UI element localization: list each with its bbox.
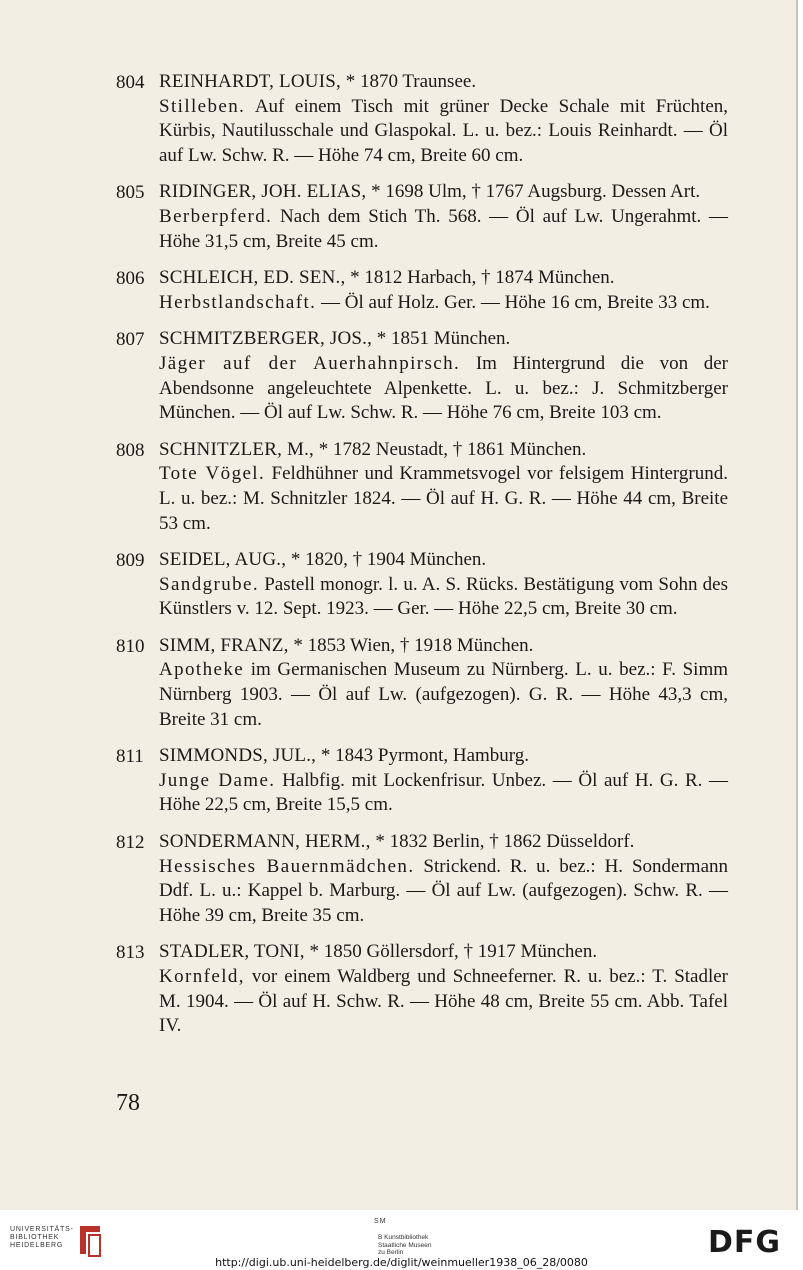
entry-body — [159, 327, 728, 425]
entry-body — [159, 180, 728, 254]
entry-title: Jäger auf der Auerhahnpirsch. — [159, 352, 461, 374]
university-seal-icon — [76, 1224, 104, 1258]
entry-number: 808 — [116, 439, 145, 461]
entry-artist: STADLER, TONI, — [159, 941, 305, 963]
entry-life-dates: * 1782 Neustadt, † 1861 München. — [318, 438, 587, 460]
entry-number: 809 — [116, 550, 145, 572]
entry-header — [159, 634, 728, 659]
catalog-entry — [116, 830, 728, 928]
entry-life-dates: * 1698 Ulm, † 1767 Augsburg. Dessen Art. — [371, 181, 701, 203]
entry-title: Berberpferd. — [159, 205, 273, 227]
entry-life-dates: * 1853 Wien, † 1918 München. — [293, 634, 534, 656]
entry-body — [159, 830, 728, 928]
entry-description: Feldhühner und Krammetsvogel vor felsigem Hintergrund. L. u. bez.: M. Schnitzler 1824. — Öl auf H. G. R. — Höhe 44 cm, Breite 53 cm. — [159, 463, 728, 534]
catalog-entry — [116, 548, 728, 622]
entry-life-dates: * 1851 München. — [376, 328, 511, 350]
entry-description: — Öl auf Holz. Ger. — Höhe 16 cm, Breite 33 cm. — [321, 291, 710, 313]
entry-body — [159, 548, 728, 622]
entry-life-dates: * 1820, † 1904 München. — [290, 549, 487, 571]
entry-life-dates: * 1850 Göllersdorf, † 1917 München. — [309, 941, 598, 963]
entry-number: 806 — [116, 268, 145, 290]
entry-title: Stilleben. — [159, 95, 246, 117]
entry-body — [159, 266, 728, 315]
university-logo-text: UNIVERSITÄTS- BIBLIOTHEK HEIDELBERG — [10, 1226, 74, 1249]
entry-title: Tote Vögel. — [159, 463, 266, 485]
entry-header — [159, 70, 728, 95]
entry-body — [159, 70, 728, 168]
entry-header — [159, 180, 728, 205]
entry-title: Sandgrube. — [159, 573, 260, 595]
entry-artist: SCHMITZBERGER, JOS., — [159, 328, 373, 350]
entry-title: Junge Dame. — [159, 769, 276, 791]
page-number: 78 — [116, 1090, 140, 1116]
entry-description: Nach dem Stich Th. 568. — Öl auf Lw. Ungerahmt. — Höhe 31,5 cm, Breite 45 cm. — [159, 205, 728, 252]
entry-header — [159, 548, 728, 573]
entry-description: im Germanischen Museum zu Nürnberg. L. u. bez.: F. Simm Nürnberg 1903. — Öl auf Lw. (aufgezogen). G. R. — Höhe 43,3 cm, Breite 31 cm. — [159, 659, 729, 730]
entry-life-dates: * 1832 Berlin, † 1862 Düsseldorf. — [375, 831, 635, 853]
museum-logo-text: B Kunstbibliothek Staatliche Museen zu Berlin — [378, 1234, 432, 1256]
entry-header — [159, 940, 728, 965]
entry-number: 810 — [116, 635, 145, 657]
entry-description: vor einem Waldberg und Schneeferner. R. u. bez.: T. Stadler M. 1904. — Öl auf H. Schw. R. — Höhe 48 cm, Breite 55 cm. Abb. Tafel IV. — [159, 966, 729, 1037]
catalog-entry — [116, 940, 728, 1038]
entry-number: 804 — [116, 72, 145, 93]
entry-header — [159, 438, 728, 463]
entry-number: 811 — [116, 746, 144, 768]
entry-number: 805 — [116, 182, 145, 204]
entry-title: Kornfeld, — [159, 966, 245, 987]
entry-life-dates: * 1870 Traunsee. — [345, 71, 477, 92]
catalog-entries — [116, 70, 728, 1051]
entry-description: Im Hintergrund die von der Abendsonne angeleuchtete Alpenkette. L. u. bez.: J. Schmitzberger München. — Öl auf Lw. Schw. R. — Höhe 76 cm, Breite 103 cm. — [159, 352, 728, 424]
page-url[interactable]: http://digi.ub.uni-heidelberg.de/diglit/weinmueller1938_06_28/0080 — [215, 1256, 588, 1269]
entry-life-dates: * 1843 Pyrmont, Hamburg. — [320, 745, 530, 767]
entry-body — [159, 744, 728, 818]
entry-artist: SIMM, FRANZ, — [159, 634, 289, 656]
catalog-entry — [116, 634, 728, 732]
entry-artist: SONDERMANN, HERM., — [159, 831, 371, 853]
catalog-entry — [116, 70, 728, 168]
entry-description: Auf einem Tisch mit grüner Decke Schale mit Früchten, Kürbis, Nautilusschale und Glaspokal. L. u. bez.: Louis Reinhardt. — Öl auf Lw. Schw. R. — Höhe 74 cm, Breite 60 cm. — [159, 95, 729, 166]
entry-artist: SCHNITZLER, M., — [159, 438, 314, 460]
entry-description: Pastell monogr. l. u. A. S. Rücks. Bestätigung vom Sohn des Künstlers v. 12. Sept. 1923. — Ger. — Höhe 22,5 cm, Breite 30 cm. — [159, 573, 729, 620]
university-library-logo[interactable] — [10, 1224, 120, 1260]
entry-body — [159, 634, 728, 732]
entry-number: 807 — [116, 329, 145, 351]
entry-artist: RIDINGER, JOH. ELIAS, — [159, 181, 367, 203]
viewer-footer — [0, 1210, 803, 1270]
entry-header — [159, 266, 728, 291]
entry-title: Herbstlandschaft. — [159, 291, 317, 313]
entry-header — [159, 327, 728, 352]
entry-artist: SIMMONDS, JUL., — [159, 745, 317, 767]
entry-number: 812 — [116, 832, 145, 854]
entry-artist: SCHLEICH, ED. SEN., — [159, 267, 346, 289]
entry-artist: SEIDEL, AUG., — [159, 549, 287, 571]
entry-body — [159, 438, 728, 536]
museum-logo-mark: SM — [374, 1218, 387, 1225]
entry-body — [159, 940, 728, 1038]
entry-description: Halbfig. mit Lockenfrisur. Unbez. — Öl auf H. G. R. — Höhe 22,5 cm, Breite 15,5 cm. — [159, 769, 729, 816]
catalog-entry — [116, 744, 728, 818]
catalog-entry — [116, 180, 728, 254]
entry-number: 813 — [116, 942, 145, 964]
dfg-logo[interactable]: DFG — [708, 1225, 782, 1260]
entry-life-dates: * 1812 Harbach, † 1874 München. — [350, 267, 615, 289]
entry-title: Hessisches Bauernmädchen. — [159, 855, 415, 877]
catalog-entry — [116, 266, 728, 315]
catalog-entry — [116, 438, 728, 536]
entry-description: Strickend. R. u. bez.: H. Sondermann Ddf. L. u.: Kappel b. Marburg. — Öl auf Lw. (aufgezogen). Schw. R. — Höhe 39 cm, Breite 35 cm. — [159, 855, 728, 926]
entry-header — [159, 744, 728, 769]
entry-header — [159, 830, 728, 855]
catalog-entry — [116, 327, 728, 425]
entry-artist: REINHARDT, LOUIS, — [159, 71, 341, 92]
entry-title: Apotheke — [159, 659, 245, 681]
